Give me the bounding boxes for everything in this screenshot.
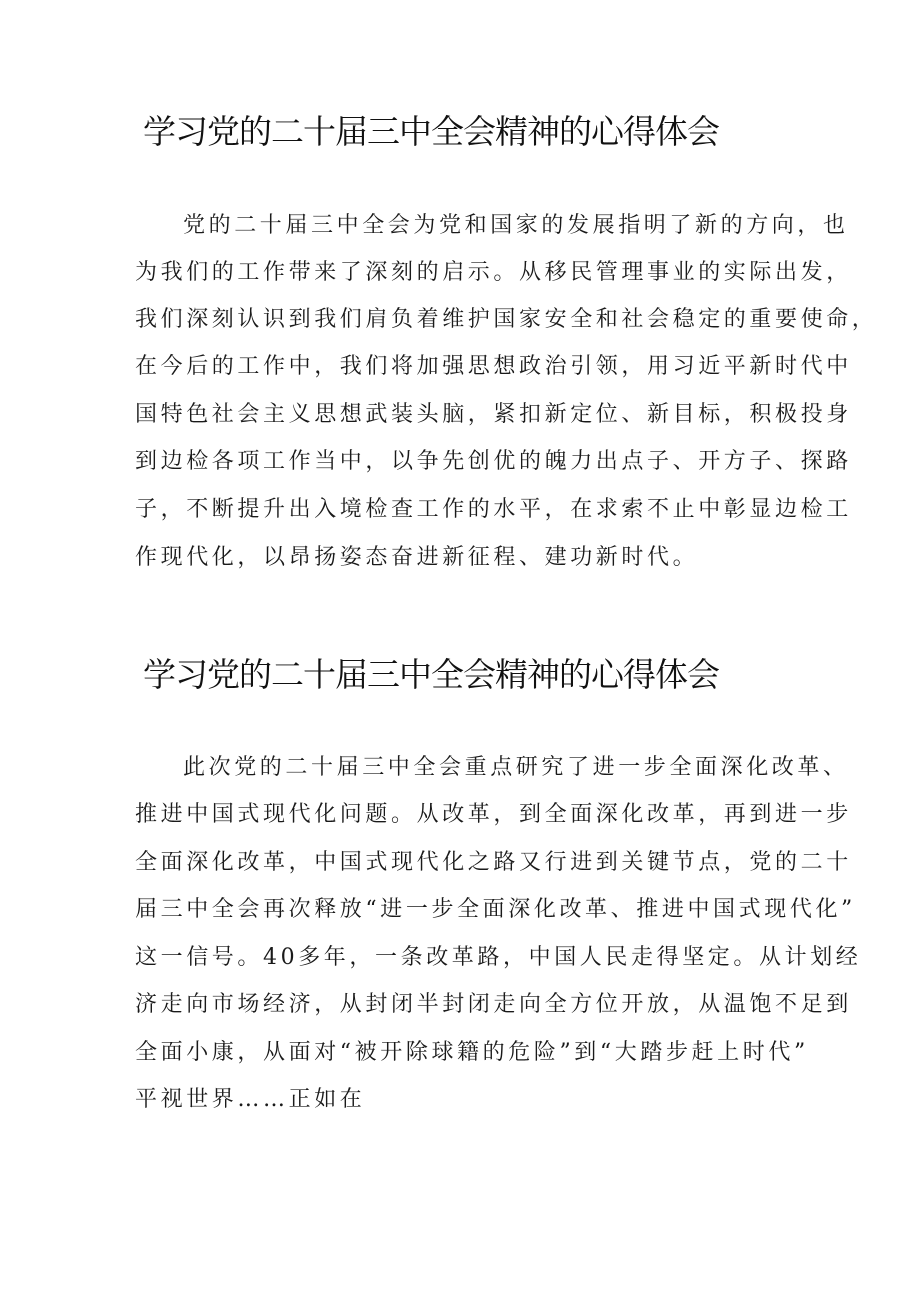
section-2-paragraph-line: 推进中国式现代化问题。从改革，到全面深化改革，再到进一步 (135, 802, 852, 827)
section-2-paragraph-line: 济走向市场经济，从封闭半封闭走向全方位开放，从温饱不足到 (135, 992, 852, 1017)
section-2-paragraph-line: 全面小康，从面对“被开除球籍的危险”到“大踏步赶上时代” (135, 1040, 809, 1065)
section-1-paragraph-line: 作现代化，以昂扬姿态奋进新征程、建功新时代。 (135, 545, 699, 570)
section-2-title: 学习党的二十届三中全会精神的心得体会 (143, 655, 719, 694)
section-2-paragraph-line: 平视世界……正如在 (135, 1087, 366, 1112)
section-1-title: 学习党的二十届三中全会精神的心得体会 (143, 112, 719, 151)
section-1-paragraph-line: 为我们的工作带来了深刻的启示。从移民管理事业的实际出发， (135, 260, 852, 285)
section-1-paragraph-line: 到边检各项工作当中，以争先创优的魄力出点子、开方子、探路 (135, 449, 852, 474)
section-2-paragraph-line: 届三中全会再次释放“进一步全面深化改革、推进中国式现代化” (135, 897, 856, 922)
section-2-paragraph-line: 全面深化改革，中国式现代化之路又行进到关键节点，党的二十 (135, 850, 852, 875)
section-1-paragraph-line: 党的二十届三中全会为党和国家的发展指明了新的方向，也 (183, 213, 849, 238)
section-2-paragraph-line: 这一信号。40多年，一条改革路，中国人民走得坚定。从计划经 (135, 945, 862, 970)
section-1-paragraph-line: 国特色社会主义思想武装头脑，紧扣新定位、新目标，积极投身 (135, 402, 852, 427)
section-1-paragraph-line: 在今后的工作中，我们将加强思想政治引领，用习近平新时代中 (135, 354, 852, 379)
section-2-paragraph-line: 此次党的二十届三中全会重点研究了进一步全面深化改革、 (183, 755, 849, 780)
section-1-paragraph-line: 我们深刻认识到我们肩负着维护国家安全和社会稳定的重要使命， (135, 307, 878, 332)
section-1-paragraph-line: 子，不断提升出入境检查工作的水平，在求索不止中彰显边检工 (135, 497, 852, 522)
